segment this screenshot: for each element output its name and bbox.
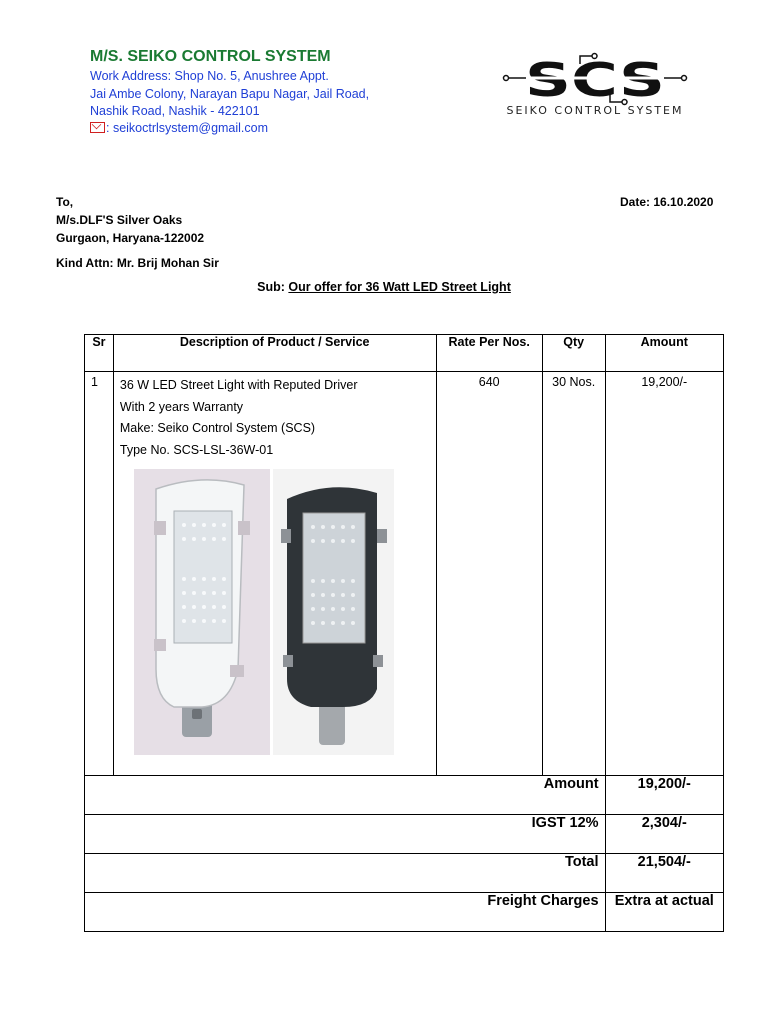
desc-line-1: 36 W LED Street Light with Reputed Driver — [119, 378, 358, 392]
summary-row-freight — [85, 893, 724, 932]
subject-label: Sub: — [257, 280, 289, 294]
product-photo-black — [273, 469, 394, 755]
summary-row-total — [85, 854, 724, 893]
street-light-white-image — [134, 469, 270, 755]
desc-line-4: Type No. SCS-LSL-36W-01 — [119, 442, 274, 457]
summary-value: 21,504/- — [605, 854, 723, 893]
header-qty: Qty — [542, 335, 605, 372]
item-sr: 1 — [85, 372, 114, 776]
subject-text: Our offer for 36 Watt LED Street Light — [288, 280, 511, 294]
item-amount: 19,200/- — [605, 372, 723, 776]
header-description: Description of Product / Service — [113, 335, 436, 372]
kind-attention: Kind Attn: Mr. Brij Mohan Sir — [56, 256, 219, 270]
company-name: M/S. SEIKO CONTROL SYSTEM — [90, 48, 331, 65]
logo-subtitle: SEIKO CONTROL SYSTEM — [506, 104, 684, 117]
street-light-black-image — [273, 469, 394, 755]
subject-line — [0, 280, 768, 294]
product-photos — [134, 469, 436, 755]
summary-row-amount — [85, 776, 724, 815]
summary-value: Extra at actual — [605, 893, 723, 932]
email-line — [90, 121, 268, 135]
summary-label: IGST 12% — [85, 815, 606, 854]
offer-date: Date: 16.10.2020 — [620, 195, 714, 209]
to-label: To, — [56, 195, 74, 209]
summary-label: Freight Charges — [85, 893, 606, 932]
table-row — [85, 372, 724, 776]
item-description — [113, 372, 436, 776]
table-header-row — [85, 335, 724, 372]
summary-row-igst — [85, 815, 724, 854]
recipient-name: M/s.DLF'S Silver Oaks — [56, 213, 183, 227]
header-rate: Rate Per Nos. — [436, 335, 542, 372]
item-qty: 30 Nos. — [542, 372, 605, 776]
summary-label: Total — [85, 854, 606, 893]
header-amount: Amount — [605, 335, 723, 372]
product-photo-white — [134, 469, 270, 755]
address-line-2: Jai Ambe Colony, Narayan Bapu Nagar, Jail Road, — [90, 87, 370, 101]
logo-letters: SCS — [525, 53, 665, 107]
recipient-city: Gurgaon, Haryana-122002 — [56, 231, 205, 245]
desc-line-3: Make: Seiko Control System (SCS) — [119, 421, 316, 435]
summary-value: 2,304/- — [605, 815, 723, 854]
email-address[interactable]: : seikoctrlsystem@gmail.com — [106, 121, 269, 135]
address-line-1: Work Address: Shop No. 5, Anushree Appt. — [90, 69, 329, 83]
item-rate: 640 — [436, 372, 542, 776]
quotation-table — [84, 334, 724, 932]
desc-line-2: With 2 years Warranty — [119, 399, 244, 414]
header-sr: Sr — [85, 335, 114, 372]
summary-value: 19,200/- — [605, 776, 723, 815]
summary-label: Amount — [85, 776, 606, 815]
address-line-3: Nashik Road, Nashik - 422101 — [90, 104, 260, 118]
mail-icon — [90, 122, 105, 133]
